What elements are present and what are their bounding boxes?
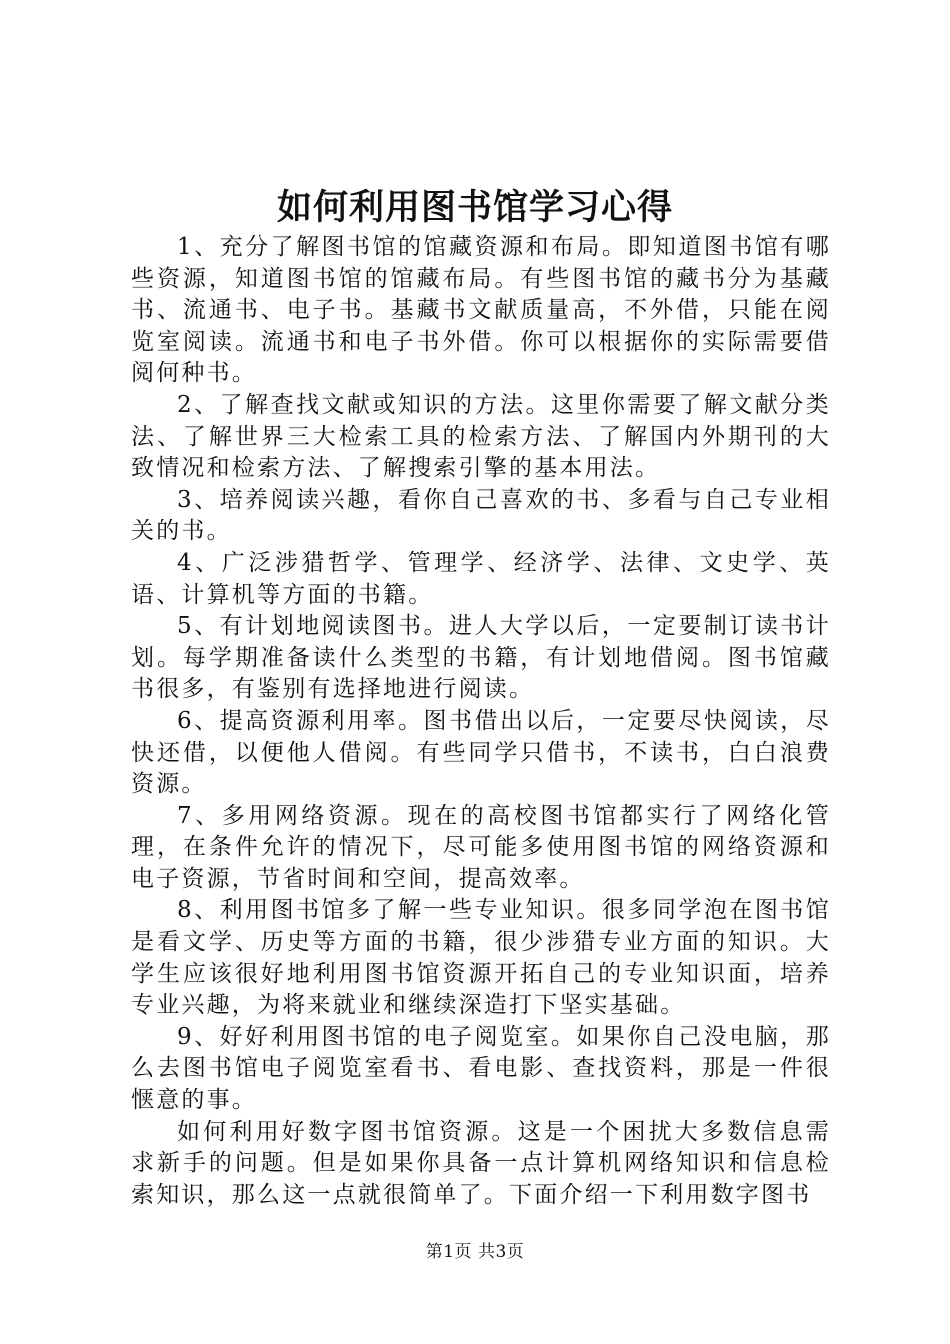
paragraph-10: 如何利用好数字图书馆资源。这是一个困扰大多数信息需求新手的问题。但是如果你具备一点计算机网络知识和信息检索知识，那么这一点就很简单了。下面介绍一下利用数字图书 [131, 1118, 831, 1208]
document-body [131, 232, 831, 1211]
paragraph-7: 7、多用网络资源。现在的高校图书馆都实行了网络化管理，在条件允许的情况下，尽可能多使用图书馆的网络资源和电子资源，节省时间和空间，提高效率。 [131, 802, 831, 892]
page-footer: 第1页 共3页 [425, 1242, 525, 1262]
paragraph-1: 1、充分了解图书馆的馆藏资源和布局。即知道图书馆有哪些资源，知道图书馆的馆藏布局。有些图书馆的藏书分为基藏书、流通书、电子书。基藏书文献质量高，不外借，只能在阅览室阅读。流通书和电子书外借。你可以根据你的实际需要借阅何种书。 [131, 234, 831, 387]
document-title: 如何利用图书馆学习心得 [276, 187, 673, 228]
paragraph-4: 4、广泛涉猎哲学、管理学、经济学、法律、文史学、英语、计算机等方面的书籍。 [131, 549, 831, 608]
paragraph-5: 5、有计划地阅读图书。进人大学以后，一定要制订读书计划。每学期准备读什么类型的书籍，有计划地借阅。图书馆藏书很多，有鉴别有选择地进行阅读。 [131, 613, 831, 703]
paragraph-3: 3、培养阅读兴趣，看你自己喜欢的书、多看与自己专业相关的书。 [131, 486, 831, 545]
paragraph-9: 9、好好利用图书馆的电子阅览室。如果你自己没电脑，那么去图书馆电子阅览室看书、看电影、查找资料，那是一件很惬意的事。 [131, 1023, 831, 1114]
paragraph-6: 6、提高资源利用率。图书借出以后，一定要尽快阅读，尽快还借，以便他人借阅。有些同学只借书，不读书，白白浪费资源。 [131, 707, 831, 798]
paragraph-2: 2、了解查找文献或知识的方法。这里你需要了解文献分类法、了解世界三大检索工具的检索方法、了解国内外期刊的大致情况和检索方法、了解搜索引擎的基本用法。 [131, 391, 831, 482]
paragraph-8: 8、利用图书馆多了解一些专业知识。很多同学泡在图书馆是看文学、历史等方面的书籍，很少涉猎专业方面的知识。大学生应该很好地利用图书馆资源开拓自己的专业知识面，培养专业兴趣，为将来就业和继续深造打下坚实基础。 [131, 897, 831, 1019]
